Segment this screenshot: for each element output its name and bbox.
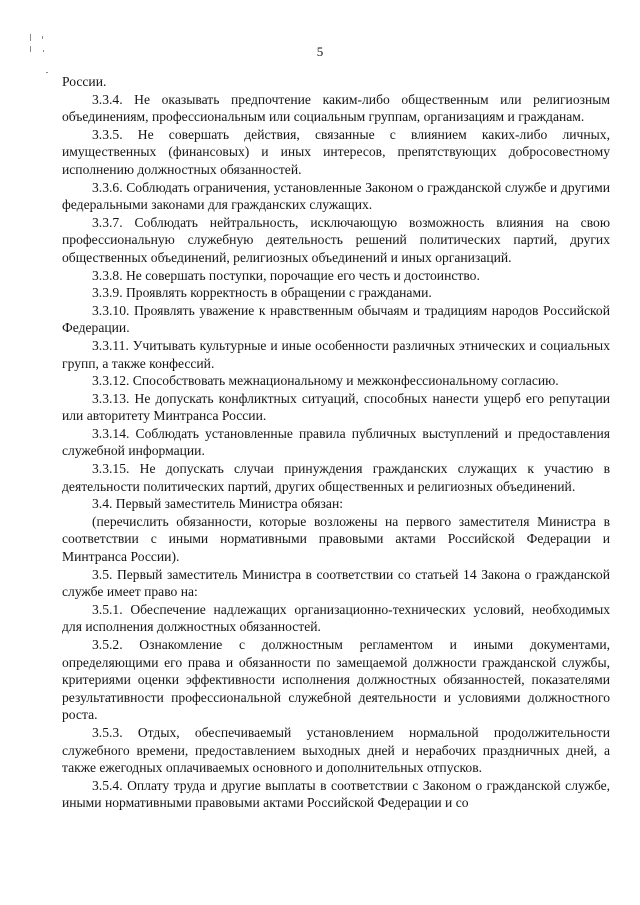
paragraph-3-3-15: 3.3.15. Не допускать случаи принуждения гражданских служащих к участию в деятельности политических партий, других общественных и религиозных объединений. <box>62 461 610 494</box>
paragraph-3-5-1: 3.5.1. Обеспечение надлежащих организационно-технических условий, необходимых для исполнения должностных обязанностей. <box>62 601 610 635</box>
paragraph-3-4: 3.4. Первый заместитель Министра обязан: <box>92 496 344 512</box>
paragraph-3-3-7: 3.3.7. Соблюдать нейтральность, исключающую возможность влияния на свою профессиональную служебную деятельность решений политических партий, других общественных объединений, религиозных объединений и иных организаций. <box>62 214 610 265</box>
paragraph-3-3-11: 3.3.11. Учитывать культурные и иные особенности различных этнических и социальных групп, а также конфессий. <box>62 337 610 371</box>
paragraph-3-4-note: (перечислить обязанности, которые возложены на первого заместителя Министра в соответствии с иными нормативными правовыми актами Российской Федерации и Минтранса России). <box>62 513 610 565</box>
paragraph-3-3-12: 3.3.12. Способствовать межнациональному и межконфессиональному согласию. <box>92 373 559 389</box>
paragraph-3-5: 3.5. Первый заместитель Министра в соответствии со статьей 14 Закона о гражданской службе имеет право на: <box>62 566 610 600</box>
paragraph-3-5-4: 3.5.4. Оплату труда и другие выплаты в соответствии с Законом о гражданской службе, иными нормативными правовыми актами Российской Федерации и со <box>62 777 610 811</box>
paragraph-3-3-6: 3.3.6. Соблюдать ограничения, установленные Законом о гражданской службе и другими федеральными законами для гражданских служащих. <box>62 179 610 213</box>
paragraph-3-3-4: 3.3.4. Не оказывать предпочтение каким-либо общественным или религиозным объединениям, профессиональным или социальным группам, организациям и гражданам. <box>62 91 610 125</box>
paragraph-3-5-2: 3.5.2. Ознакомление с должностным регламентом и иными документами, определяющими его права и обязанности по замещаемой должности гражданской службы, критериями оценки эффективности исполнения должностных обязанностей, показателями результативности профессиональной служебной деятельности и условиями должностного роста. <box>62 637 610 723</box>
paragraph-3-3-14: 3.3.14. Соблюдать установленные правила публичных выступлений и предоставления служебной информации. <box>62 425 610 459</box>
document-body <box>62 73 610 812</box>
paragraph-3-3-8: 3.3.8. Не совершать поступки, порочащие его честь и достоинство. <box>92 267 480 283</box>
paragraph-3-3-5: 3.3.5. Не совершать действия, связанные с влиянием каких-либо личных, имущественных (финансовых) и иных интересов, препятствующих добросовестному исполнению должностных обязанностей. <box>62 126 610 177</box>
paragraph-continuation: России. <box>62 74 107 89</box>
paragraph-3-3-13: 3.3.13. Не допускать конфликтных ситуаций, способных нанести ущерб его репутации или авторитету Минтранса России. <box>62 390 610 424</box>
paragraph-3-3-9: 3.3.9. Проявлять корректность в обращении с гражданами. <box>92 285 432 301</box>
paragraph-3-3-10: 3.3.10. Проявлять уважение к нравственным обычаям и традициям народов Российской Федерации. <box>62 302 610 336</box>
page-number: 5 <box>316 44 324 59</box>
paragraph-3-5-3: 3.5.3. Отдых, обеспечиваемый установлением нормальной продолжительности служебного времени, предоставлением выходных дней и нерабочих праздничных дней, а также ежегодных оплачиваемых основного и дополнительных отпусков. <box>62 724 610 776</box>
